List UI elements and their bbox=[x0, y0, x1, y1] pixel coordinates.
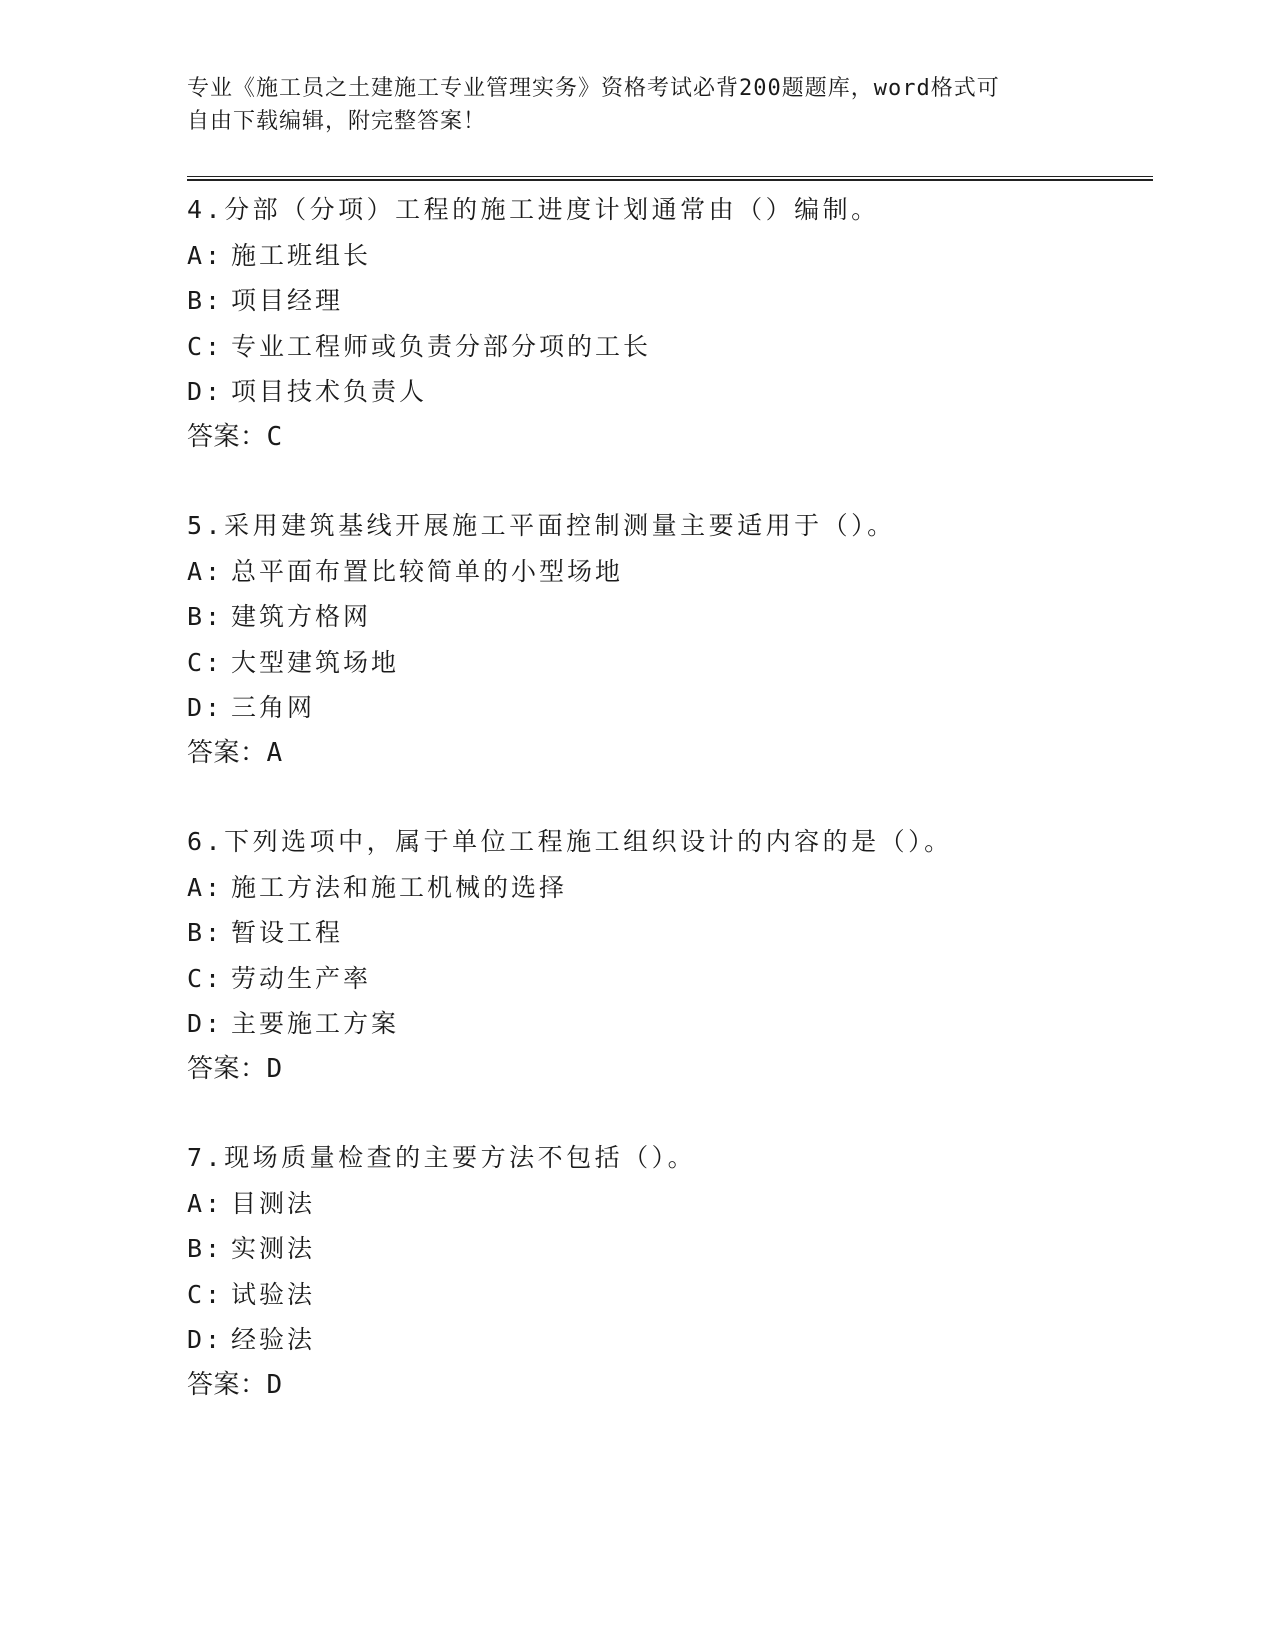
question-7 bbox=[187, 1135, 1187, 1408]
answer-value: C bbox=[266, 421, 283, 452]
option-letter: C: bbox=[187, 1279, 224, 1309]
question-stem: 7.现场质量检查的主要方法不包括（）。 bbox=[187, 1143, 697, 1172]
option-a bbox=[187, 1181, 1187, 1227]
option-c bbox=[187, 324, 1187, 370]
option-letter: B: bbox=[187, 286, 224, 315]
option-text: 试验法 bbox=[231, 1279, 316, 1309]
option-c bbox=[187, 640, 1187, 686]
option-text: 劳动生产率 bbox=[231, 963, 372, 993]
option-text: 目测法 bbox=[231, 1188, 316, 1218]
question-stem: 5.采用建筑基线开展施工平面控制测量主要适用于（）。 bbox=[187, 511, 896, 540]
option-text: 施工方法和施工机械的选择 bbox=[231, 872, 568, 902]
header-divider-thin bbox=[187, 176, 1153, 177]
answer-value: A bbox=[266, 737, 283, 768]
header-divider-thick bbox=[187, 179, 1153, 181]
option-b bbox=[187, 278, 1187, 324]
option-letter: A: bbox=[187, 240, 224, 270]
option-text: 专业工程师或负责分部分项的工长 bbox=[231, 331, 652, 361]
answer-label: 答案： bbox=[187, 421, 267, 452]
option-letter: A: bbox=[187, 556, 224, 586]
option-letter: A: bbox=[187, 1188, 224, 1218]
option-b bbox=[187, 594, 1187, 640]
answer-line bbox=[187, 1047, 1187, 1093]
option-letter: C: bbox=[187, 331, 224, 361]
option-text: 项目技术负责人 bbox=[231, 377, 428, 406]
option-letter: D: bbox=[187, 693, 224, 722]
option-c bbox=[187, 1272, 1187, 1318]
answer-label: 答案： bbox=[187, 1053, 267, 1084]
question-4 bbox=[187, 187, 1187, 460]
header-divider bbox=[187, 176, 1153, 182]
answer-label: 答案： bbox=[187, 1369, 267, 1400]
answer-label: 答案： bbox=[187, 737, 267, 768]
answer-line bbox=[187, 1363, 1187, 1409]
option-a bbox=[187, 233, 1187, 279]
option-d bbox=[187, 685, 1187, 731]
option-text: 大型建筑场地 bbox=[231, 647, 400, 677]
option-letter: B: bbox=[187, 918, 224, 947]
option-text: 总平面布置比较简单的小型场地 bbox=[231, 556, 624, 586]
header-line-1: 专业《施工员之土建施工专业管理实务》资格考试必背200题题库，word格式可 bbox=[187, 76, 1000, 101]
option-letter: B: bbox=[187, 1234, 224, 1263]
option-d bbox=[187, 1001, 1187, 1047]
answer-line bbox=[187, 731, 1187, 777]
option-letter: D: bbox=[187, 1325, 224, 1354]
answer-value: D bbox=[266, 1369, 283, 1400]
option-letter: A: bbox=[187, 872, 224, 902]
question-6 bbox=[187, 819, 1187, 1092]
option-d bbox=[187, 369, 1187, 415]
answer-line bbox=[187, 415, 1187, 461]
header-line-2: 自由下载编辑，附完整答案！ bbox=[187, 109, 487, 134]
option-text: 施工班组长 bbox=[231, 240, 372, 270]
document-header bbox=[187, 72, 1067, 138]
question-stem: 4.分部（分项）工程的施工进度计划通常由（）编制。 bbox=[187, 195, 880, 224]
option-b bbox=[187, 1226, 1187, 1272]
option-letter: B: bbox=[187, 602, 224, 631]
option-text: 经验法 bbox=[231, 1325, 316, 1354]
option-text: 建筑方格网 bbox=[231, 602, 372, 631]
option-b bbox=[187, 910, 1187, 956]
option-letter: C: bbox=[187, 963, 224, 993]
option-text: 项目经理 bbox=[231, 286, 344, 315]
option-text: 三角网 bbox=[231, 693, 316, 722]
question-5 bbox=[187, 503, 1187, 776]
question-stem: 6.下列选项中，属于单位工程施工组织设计的内容的是（）。 bbox=[187, 827, 953, 856]
option-letter: D: bbox=[187, 1009, 224, 1038]
option-a bbox=[187, 549, 1187, 595]
option-text: 暂设工程 bbox=[231, 918, 344, 947]
option-letter: D: bbox=[187, 377, 224, 406]
option-d bbox=[187, 1317, 1187, 1363]
option-text: 主要施工方案 bbox=[231, 1009, 400, 1038]
answer-value: D bbox=[266, 1053, 283, 1084]
option-c bbox=[187, 956, 1187, 1002]
option-letter: C: bbox=[187, 647, 224, 677]
option-text: 实测法 bbox=[231, 1234, 316, 1263]
option-a bbox=[187, 865, 1187, 911]
